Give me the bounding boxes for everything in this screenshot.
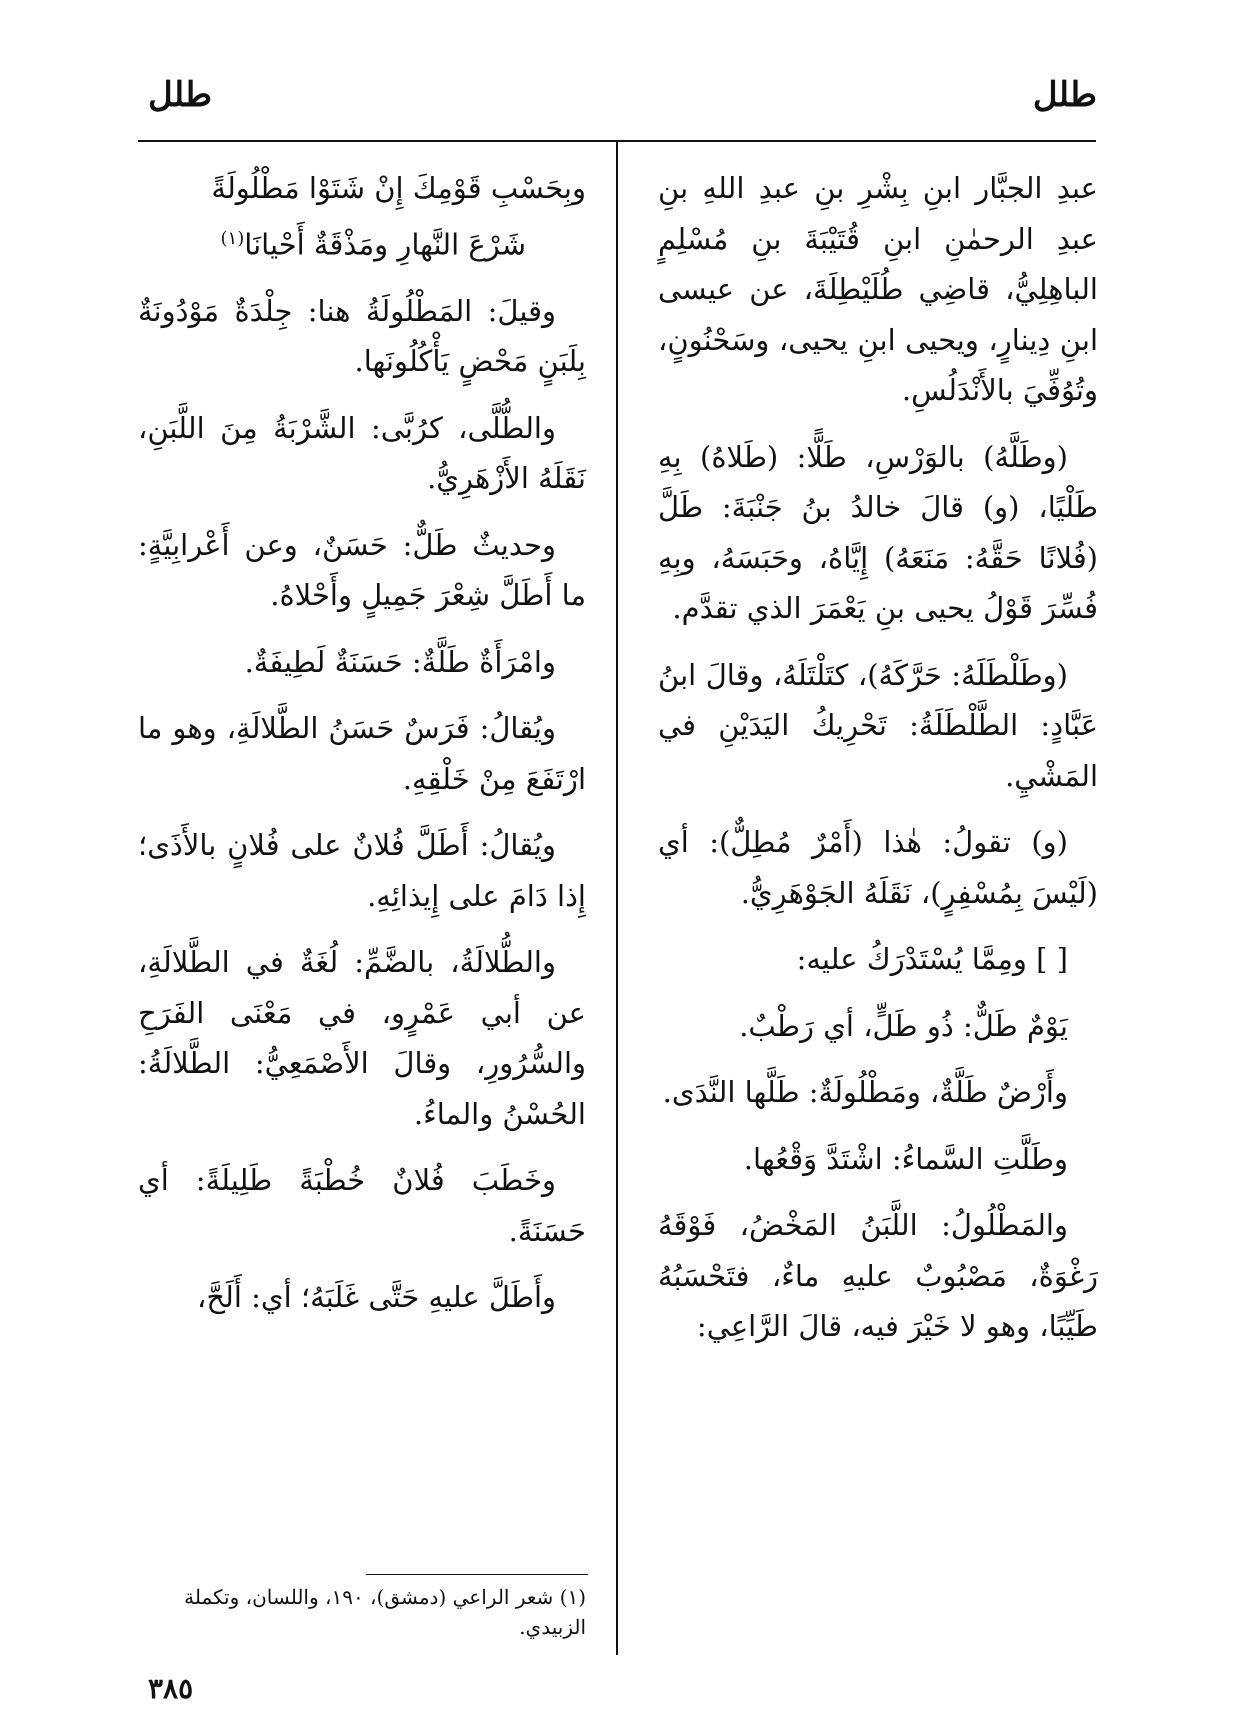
- entry-paragraph: (وطَلْطَلَهُ: حَرَّكَهُ)، كتَلْتَلَهُ، وقالَ ابنُ عَبَّادٍ: الطَّلْطَلَةُ: تَحْرِيكُ اليَدَيْنِ في المَشْيِ.: [658, 657, 1098, 793]
- entry-paragraph: (وطَلَّهُ) بالوَرْسِ، طَلًّا: (طَلاهُ) بِهِ طَلْيًا، (و) قالَ خالدُ بنُ جَنْبَةَ: طَلَّ (فُلانًا حَقَّهُ: مَنَعَهُ) إِيَّاهُ، وحَبَسَهُ، وبِهِ فُسِّرَ قَوْلُ يحيى بنِ يَعْمَرَ الذي تقدَّم.: [658, 439, 1098, 625]
- running-header-right: طلل: [1032, 75, 1097, 115]
- entry-paragraph: وحديثٌ طَلٌّ: حَسَنٌ، وعن أَعْرابِيَّةٍ: ما أَطَلَّ شِعْرَ جَمِيلٍ وأَحْلاهُ.: [138, 527, 586, 613]
- entry-paragraph: وخَطَبَ فُلانٌ خُطْبَةً طَلِيلَةً: أي حَسَنَةً.: [138, 1163, 586, 1248]
- column-divider: [616, 140, 618, 1655]
- verse-line: وبِحَسْبِ قَوْمِكَ إِنْ شَتَوْا مَطْلُولَةً: [211, 171, 586, 205]
- entry-paragraph: عبدِ الجبَّار ابنِ بِشْرِ بنِ عبدِ اللهِ بنِ عبدِ الرحمٰنِ ابنِ قُتَيْبَةَ بنِ مُسْلِمٍ الباهِلِيُّ، قاضِي طُلَيْطِلَةَ، عن عيسى ابنِ دِينارٍ، ويحيى ابنِ يحيى، وسَحْنُونٍ، وتُوُفِّيَ بالأَنْدَلُسِ.: [658, 171, 1098, 407]
- page-number: ٣٨٥: [148, 1672, 194, 1705]
- footnote-rule: [366, 1574, 588, 1575]
- entry-paragraph: وامْرَأَةٌ طَلَّةٌ: حَسَنَةٌ لَطِيفَةٌ.: [244, 644, 556, 679]
- entry-paragraph: والطُّلالَةُ، بالضَّمِّ: لُغَةٌ في الطَّلالَةِ، عن أبي عَمْرٍو، في مَعْنَى الفَرَحِ والسُّرُورِ، وقالَ الأَصْمَعِيُّ: الطَّلالَةُ: الحُسْنُ والماءُ.: [138, 945, 586, 1131]
- entry-paragraph: وأَطَلَّ عليهِ حَتَّى غَلَبَهُ؛ أي: أَلَحَّ،: [196, 1280, 556, 1315]
- entry-paragraph: وطَلَّتِ السَّماءُ: اشْتَدَّ وَقْعُها.: [743, 1141, 1068, 1176]
- running-header-left: طلل: [148, 75, 213, 115]
- footnote-mark: (١): [220, 227, 245, 249]
- entry-paragraph: ويُقالُ: فَرَسٌ حَسَنُ الطَّلالَةِ، وهو ما ارْتَفَعَ مِنْ خَلْقِهِ.: [138, 711, 586, 796]
- verse-text: شَرْعَ النَّهارِ ومَذْقَةٌ أَحْيانَا: [244, 227, 526, 262]
- entry-paragraph: والطُّلَّى، كرُبَّى: الشَّرْبَةُ مِنَ اللَّبَنِ، نَقَلَهُ الأَزْهَرِيُّ.: [138, 410, 586, 496]
- footnote: (١) شعر الراعي (دمشق)، ١٩٠، واللسان، وتكملة الزبيدي.: [184, 1585, 586, 1639]
- right-column: [658, 163, 1098, 1368]
- entry-paragraph: وقيلَ: المَطْلُولَةُ هنا: جِلْدَةٌ مَوْدُونَةٌ بِلَبَنٍ مَحْضٍ يَأْكُلُونَها.: [138, 293, 586, 379]
- addendum-heading: [ ] ومِمَّا يُسْتَدْرَكُ عليه:: [796, 942, 1068, 976]
- verse-line: [138, 214, 586, 270]
- entry-paragraph: والمَطْلُولُ: اللَّبَنُ المَخْضُ، فَوْقَهُ رَغْوَةٌ، مَصْبُوبٌ عليهِ ماءٌ، فتَحْسَبُهُ طَيِّبًا، وهو لا خَيْرَ فيه، قالَ الرَّاعِي:: [658, 1208, 1098, 1343]
- entry-paragraph: ويُقالُ: أَطَلَّ فُلانٌ على فُلانٍ بالأَذَى؛ إِذا دَامَ على إِيذائِهِ.: [138, 828, 586, 913]
- left-column: [138, 163, 586, 1339]
- entry-paragraph: (و) تقولُ: هٰذا (أَمْرٌ مُطِلٌّ): أي (لَيْسَ بِمُسْفِرٍ)، نَقَلَهُ الجَوْهَرِيُّ.: [658, 825, 1098, 910]
- entry-paragraph: يَوْمٌ طَلٌّ: ذُو طَلٍّ، أي رَطْبٌ.: [739, 1008, 1068, 1043]
- entry-paragraph: وأَرْضٌ طَلَّةٌ، ومَطْلُولَةٌ: طَلَّها النَّدَى.: [662, 1075, 1068, 1109]
